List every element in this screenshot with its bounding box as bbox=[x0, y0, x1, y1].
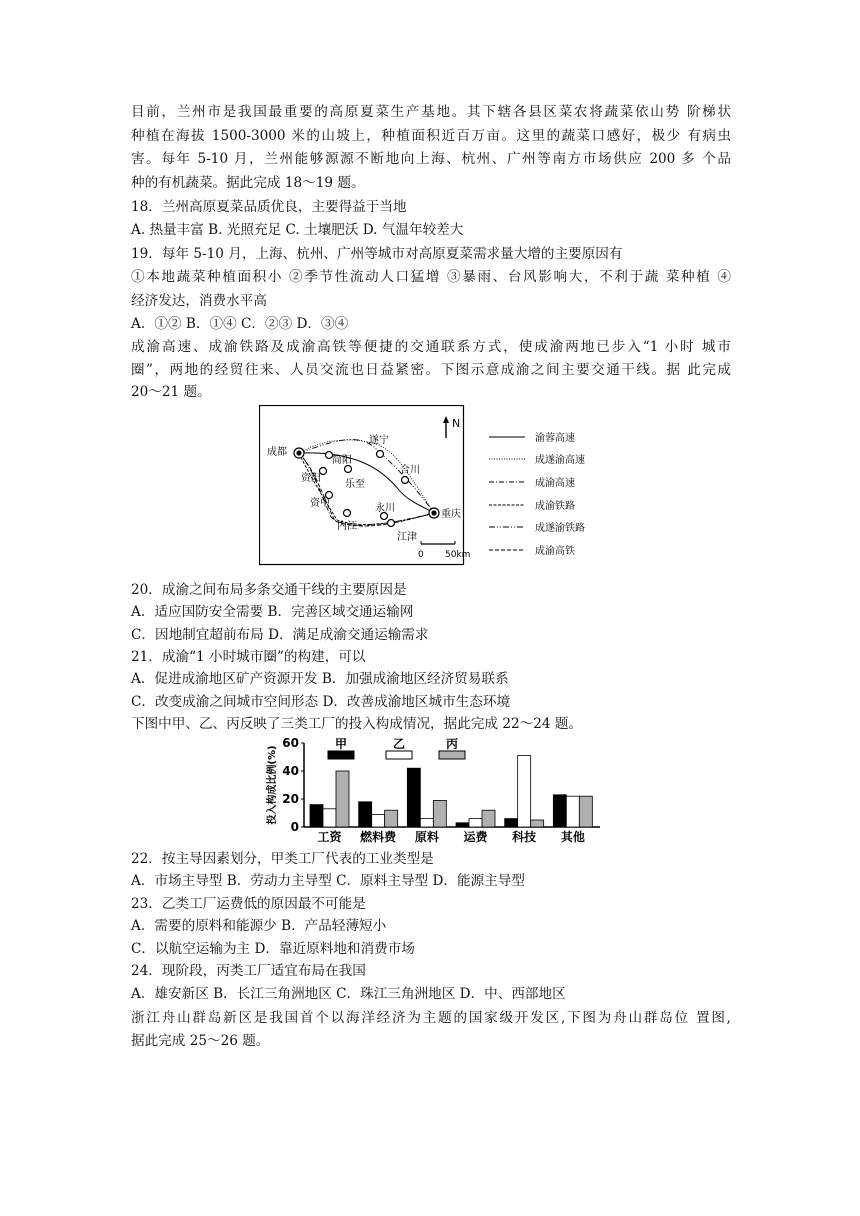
question-23: 23．乙类工厂运费低的原因最不可能是 bbox=[131, 896, 366, 912]
bar-丙-科技 bbox=[531, 820, 544, 827]
city-jianyang: 简阳 bbox=[332, 455, 352, 466]
question-24-options: A．雄安新区 B．长江三角洲地区 C．珠江三角洲地区 D．中、西部地区 bbox=[131, 986, 566, 1002]
y-tick-label: 0 bbox=[290, 820, 299, 834]
question-22-options: A．市场主导型 B．劳动力主导型 C．原料主导型 D．能源主导型 bbox=[131, 873, 525, 889]
bar-丙-其他 bbox=[579, 796, 592, 827]
question-22: 22．按主导因素划分，甲类工厂代表的工业类型是 bbox=[131, 851, 434, 867]
bar-丙-燃料费 bbox=[385, 810, 398, 827]
bar-乙-运费 bbox=[469, 819, 482, 827]
question-23-options: A．需要的原料和能源少 B．产品轻薄短小 bbox=[131, 918, 387, 934]
city-ziyang: 资阳 bbox=[301, 473, 321, 484]
x-tick-label: 科技 bbox=[512, 830, 537, 844]
y-tick-label: 20 bbox=[282, 792, 299, 806]
legend-label: 成遂渝铁路 bbox=[535, 523, 585, 534]
passage-line: 害。每年 5-10 月，兰州能够源源不断地向上海、杭州、广州等南方市场供应 200 多 个品 bbox=[131, 151, 731, 167]
legend-label: 成渝高铁 bbox=[535, 546, 575, 557]
question-18-options: A. 热量丰富 B. 光照充足 C. 土壤肥沃 D. 气温年较差大 bbox=[131, 222, 464, 238]
bar-丙-运费 bbox=[482, 810, 495, 827]
bar-乙-工资 bbox=[323, 809, 336, 827]
city-neijiang: 内江 bbox=[337, 521, 357, 532]
passage-line: 下图中甲、乙、丙反映了三类工厂的投入构成情况，据此完成 22～24 题。 bbox=[131, 716, 583, 732]
question-20: 20．成渝之间布局多条交通干线的主要原因是 bbox=[131, 582, 407, 598]
question-20-options: C．因地制宜超前布局 D．满足成渝交通运输需求 bbox=[131, 627, 429, 643]
legend-swatch bbox=[386, 751, 412, 759]
passage-line: 种的有机蔬菜。据此完成 18～19 题。 bbox=[131, 175, 365, 191]
x-tick-label: 燃料费 bbox=[360, 830, 397, 844]
bar-甲-运费 bbox=[456, 823, 469, 827]
north-label: N bbox=[452, 417, 461, 430]
y-tick-label: 60 bbox=[282, 737, 299, 750]
map-legend bbox=[489, 437, 525, 550]
passage-line: 20～21 题。 bbox=[131, 384, 211, 400]
question-21: 21．成渝“1 小时城市圈”的构建，可以 bbox=[131, 649, 366, 665]
passage-line: 据此完成 25～26 题。 bbox=[131, 1033, 270, 1049]
bar-丙-工资 bbox=[336, 771, 349, 827]
y-tick-label: 40 bbox=[282, 764, 299, 778]
transport-map bbox=[259, 405, 596, 567]
passage-line: 种植在海拔 1500-3000 米的山坡上，种植面积近百万亩。这里的蔬菜口感好，极少 有病虫 bbox=[131, 128, 731, 144]
legend-label: 成渝铁路 bbox=[535, 501, 575, 512]
legend-swatch bbox=[439, 751, 465, 759]
scale-label: 50km bbox=[445, 550, 471, 560]
question-23-options: C．以航空运输为主 D．靠近原料地和消费市场 bbox=[131, 941, 415, 957]
question-21-options: A．促进成渝地区矿产资源开发 B．加强成渝地区经济贸易联系 bbox=[131, 671, 509, 687]
question-19: 19．每年 5-10 月，上海、杭州、广州等城市对高原夏菜需求量大增的主要原因有 bbox=[131, 246, 623, 262]
bar-乙-科技 bbox=[518, 756, 531, 827]
x-tick-label: 其他 bbox=[560, 830, 585, 844]
bar-甲-其他 bbox=[553, 795, 566, 827]
scale-zero: 0 bbox=[418, 550, 424, 560]
city-suining: 遂宁 bbox=[369, 435, 389, 446]
bar-乙-原料 bbox=[420, 819, 433, 827]
city-yongchuan: 永川 bbox=[375, 503, 395, 514]
bar-甲-科技 bbox=[505, 819, 518, 827]
bar-丙-原料 bbox=[433, 800, 446, 827]
passage-line: 圈”，两地的经贸往来、人员交流也日益紧密。下图示意成渝之间主要交通干线。据 此完成 bbox=[131, 362, 731, 378]
input-structure-chart bbox=[262, 737, 602, 845]
bar-甲-燃料费 bbox=[359, 802, 372, 827]
city-lezhi: 乐至 bbox=[345, 479, 365, 490]
question-24: 24．现阶段，丙类工厂适宜布局在我国 bbox=[131, 963, 366, 979]
question-19-options: A．①② B．①④ C．②③ D．③④ bbox=[131, 316, 349, 332]
city-jiangjin: 江津 bbox=[397, 532, 417, 543]
question-21-options: C．改变成渝之间城市空间形态 D．改善成渝地区城市生态环境 bbox=[131, 694, 511, 710]
question-19-statements: ①本地蔬菜种植面积小 ②季节性流动人口猛增 ③暴雨、台风影响大，不利于蔬 菜种植 ④ bbox=[131, 269, 731, 285]
question-19-statements: 经济发达，消费水平高 bbox=[131, 293, 267, 309]
legend-label: 甲 bbox=[334, 737, 348, 751]
bar-甲-工资 bbox=[310, 805, 323, 827]
question-18: 18．兰州高原夏菜品质优良，主要得益于当地 bbox=[131, 199, 407, 215]
legend-label: 乙 bbox=[392, 737, 406, 751]
legend-swatch bbox=[328, 751, 354, 759]
passage-line: 浙江舟山群岛新区是我国首个以海洋经济为主题的国家级开发区,下图为舟山群岛位 置图, bbox=[131, 1010, 731, 1026]
x-tick-label: 原料 bbox=[414, 830, 439, 844]
legend-label: 丙 bbox=[445, 737, 459, 751]
city-chengdu: 成都 bbox=[267, 447, 287, 458]
passage-line: 成渝高速、成渝铁路及成渝高铁等便捷的交通联系方式，使成渝两地已步入“1 小时 城市 bbox=[131, 339, 731, 355]
city-chongqing: 重庆 bbox=[441, 509, 461, 520]
x-tick-label: 运费 bbox=[463, 830, 488, 844]
y-axis-label: 投入构成比例(%) bbox=[267, 745, 278, 825]
legend-label: 成遂渝高速 bbox=[535, 455, 585, 466]
legend-label: 渝蓉高速 bbox=[535, 433, 575, 444]
bar-甲-原料 bbox=[407, 768, 420, 827]
city-zizhong: 资中 bbox=[310, 498, 330, 509]
passage-line: 目前，兰州市是我国最重要的高原夏菜生产基地。其下辖各县区菜农将蔬菜依山势 阶梯状 bbox=[131, 104, 731, 120]
bar-乙-其他 bbox=[566, 796, 579, 827]
question-20-options: A．适应国防安全需要 B．完善区域交通运输网 bbox=[131, 604, 414, 620]
x-tick-label: 工资 bbox=[317, 830, 342, 844]
legend-label: 成渝高速 bbox=[535, 478, 575, 489]
city-hechuan: 合川 bbox=[400, 465, 420, 476]
bar-乙-燃料费 bbox=[372, 814, 385, 827]
